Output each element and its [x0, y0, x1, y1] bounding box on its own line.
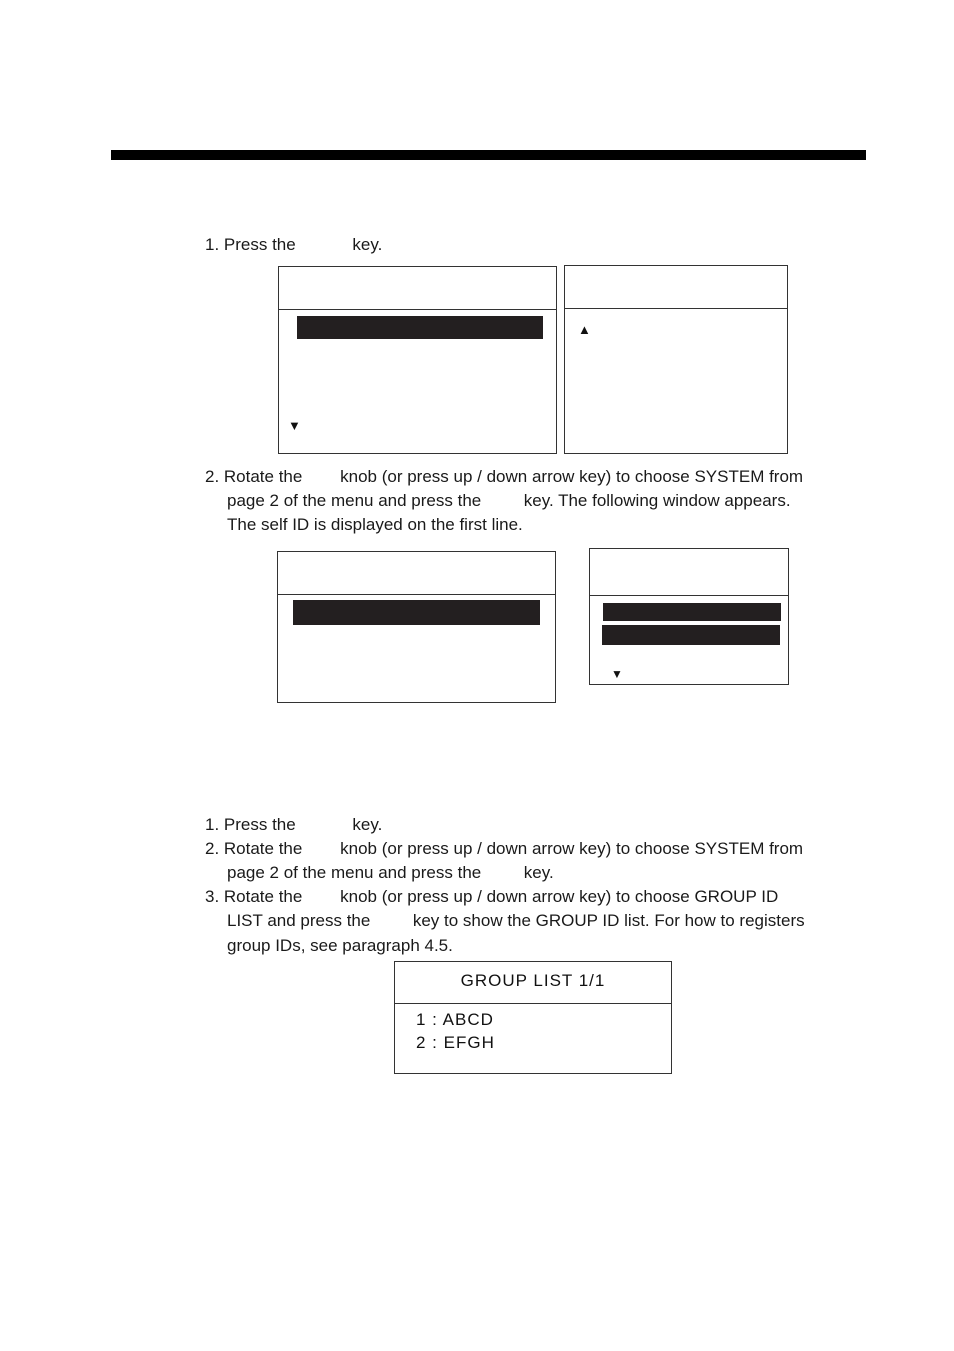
triangle-up-icon: ▲	[578, 322, 591, 337]
list-item: 2 : EFGH	[416, 1033, 495, 1052]
step-2-line1: 2. Rotate the knob (or press up / down arrow key) to choose SYSTEM from	[205, 839, 804, 858]
step-2-line2: page 2 of the menu and press the key.	[227, 863, 554, 882]
system-screen	[277, 551, 556, 703]
highlight-bar	[603, 603, 781, 621]
step-2-line3: The self ID is displayed on the first line.	[227, 515, 523, 534]
screen-header	[590, 549, 788, 596]
step-1-text: 1. Press the key.	[205, 235, 383, 254]
group-list-title: GROUP LIST 1/1	[460, 971, 606, 990]
step-3-line3: group IDs, see paragraph 4.5.	[227, 936, 453, 955]
screen-header	[278, 552, 555, 595]
step-2-line2: page 2 of the menu and press the key. The following window appears.	[227, 491, 791, 510]
highlight-bar	[602, 625, 780, 645]
step-3-line1: 3. Rotate the knob (or press up / down arrow key) to choose GROUP ID	[205, 887, 779, 906]
highlight-bar	[297, 316, 543, 339]
step-1-text: 1. Press the key.	[205, 815, 383, 834]
highlight-bar	[293, 600, 540, 625]
menu-screen-page1	[278, 266, 557, 454]
triangle-down-icon: ▼	[288, 418, 301, 433]
section-rule	[111, 150, 866, 160]
menu-screen-page2	[564, 265, 788, 454]
self-id-window	[589, 548, 789, 685]
screen-header	[565, 266, 787, 309]
step-3-line2: LIST and press the key to show the GROUP ID list. For how to registers	[227, 911, 805, 930]
triangle-down-icon: ▼	[611, 667, 623, 681]
step-2-line1: 2. Rotate the knob (or press up / down arrow key) to choose SYSTEM from	[205, 467, 804, 486]
screen-header	[279, 267, 556, 310]
group-list-screen	[394, 961, 672, 1074]
list-item: 1 : ABCD	[416, 1010, 494, 1029]
screen-header	[395, 962, 671, 1004]
